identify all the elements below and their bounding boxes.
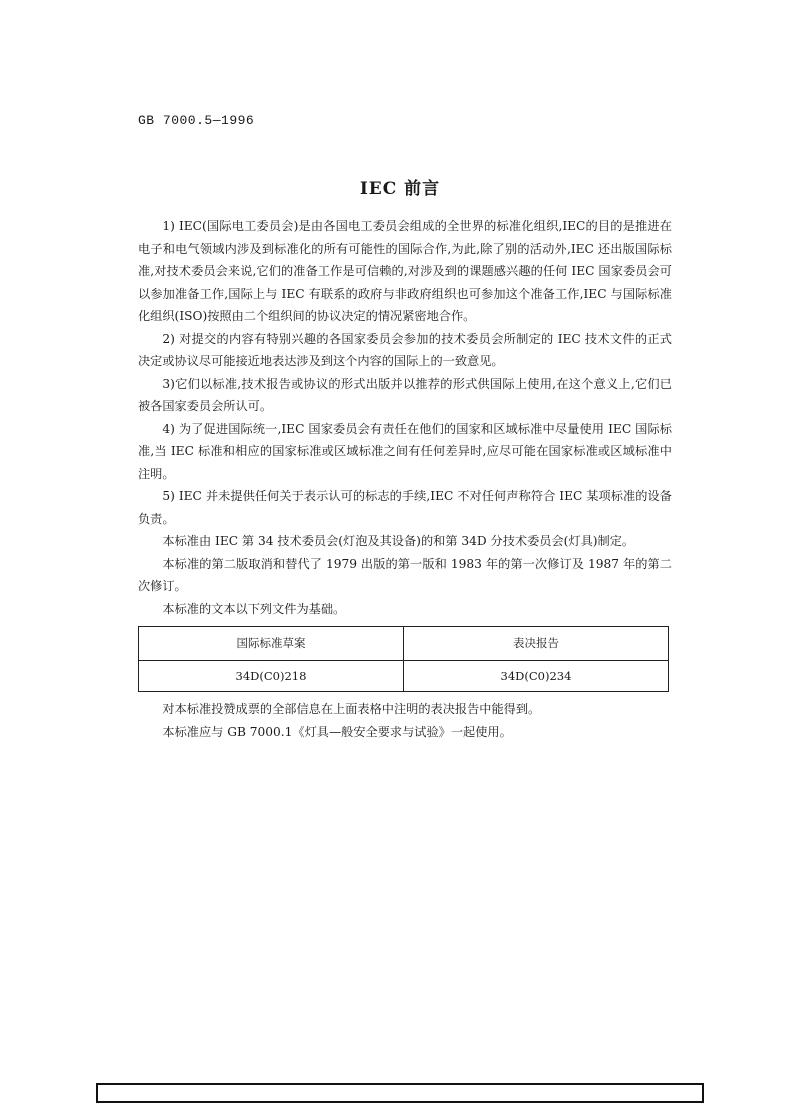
ballot-table <box>138 626 669 692</box>
header-voting-report: 表决报告 <box>404 627 669 661</box>
cell-draft-standard: 34D(C0)218 <box>139 661 404 692</box>
paragraph-5: 5) IEC 并未提供任何关于表示认可的标志的手续,IEC 不对任何声称符合 IEC 某项标准的设备负责。 <box>138 489 672 526</box>
paragraph-use-with: 本标准应与 GB 7000.1《灯具—般安全要求与试验》一起使用。 <box>162 724 512 739</box>
table-row <box>139 661 669 692</box>
page-bottom-frame <box>96 1083 704 1103</box>
document-body <box>138 215 672 743</box>
paragraph-3: 3)它们以标准,技术报告或协议的形式出版并以推荐的形式供国际上使用,在这个意义上,它们已被各国家委员会所认可。 <box>138 376 672 413</box>
cell-voting-report: 34D(C0)234 <box>404 661 669 692</box>
standard-code: GB 7000.5—1996 <box>138 113 255 128</box>
page-title: IEC 前言 <box>359 179 441 199</box>
paragraph-based-on: 本标准的文本以下列文件为基础。 <box>162 601 346 616</box>
paragraph-voting-info: 对本标准投赞成票的全部信息在上面表格中注明的表决报告中能得到。 <box>162 702 541 716</box>
header-draft-standard: 国际标准草案 <box>139 627 404 661</box>
paragraph-2: 2) 对提交的内容有特别兴趣的各国家委员会参加的技术委员会所制定的 IEC 技术文件的正式决定或协议尽可能接近地表达涉及到这个内容的国际上的一致意见。 <box>138 331 672 368</box>
paragraph-edition: 本标准的第二版取消和替代了 1979 出版的第一版和 1983 年的第一次修订及 1987 年的第二次修订。 <box>138 556 672 593</box>
table-header-row <box>139 627 669 661</box>
paragraph-prepared-by: 本标准由 IEC 第 34 技术委员会(灯泡及其设备)的和第 34D 分技术委员会(灯具)制定。 <box>162 534 635 548</box>
paragraph-1: 1) IEC(国际电工委员会)是由各国电工委员会组成的全世界的标准化组织,IEC的目的是推进在电子和电气领域内涉及到标准化的所有可能性的国际合作,为此,除了别的活动外,IEC 还出版国际标准,对技术委员会来说,它们的准备工作是可信赖的,对涉及到的课题感兴趣的任何 IEC 国家委员会可以参加准备工作,国际上与 IEC 有联系的政府与非政府组织也可参加这个准备工作,IEC 与国际标准化组织(ISO)按照由二个组织间的协议决定的情况紧密地合作。 <box>138 219 672 323</box>
paragraph-4: 4) 为了促进国际统一,IEC 国家委员会有责任在他们的国家和区域标准中尽量使用 IEC 国际标准,当 IEC 标准和相应的国家标准或区域标准之间有任何差异时,应尽可能在国家标准或区域标准中注明。 <box>138 421 672 481</box>
